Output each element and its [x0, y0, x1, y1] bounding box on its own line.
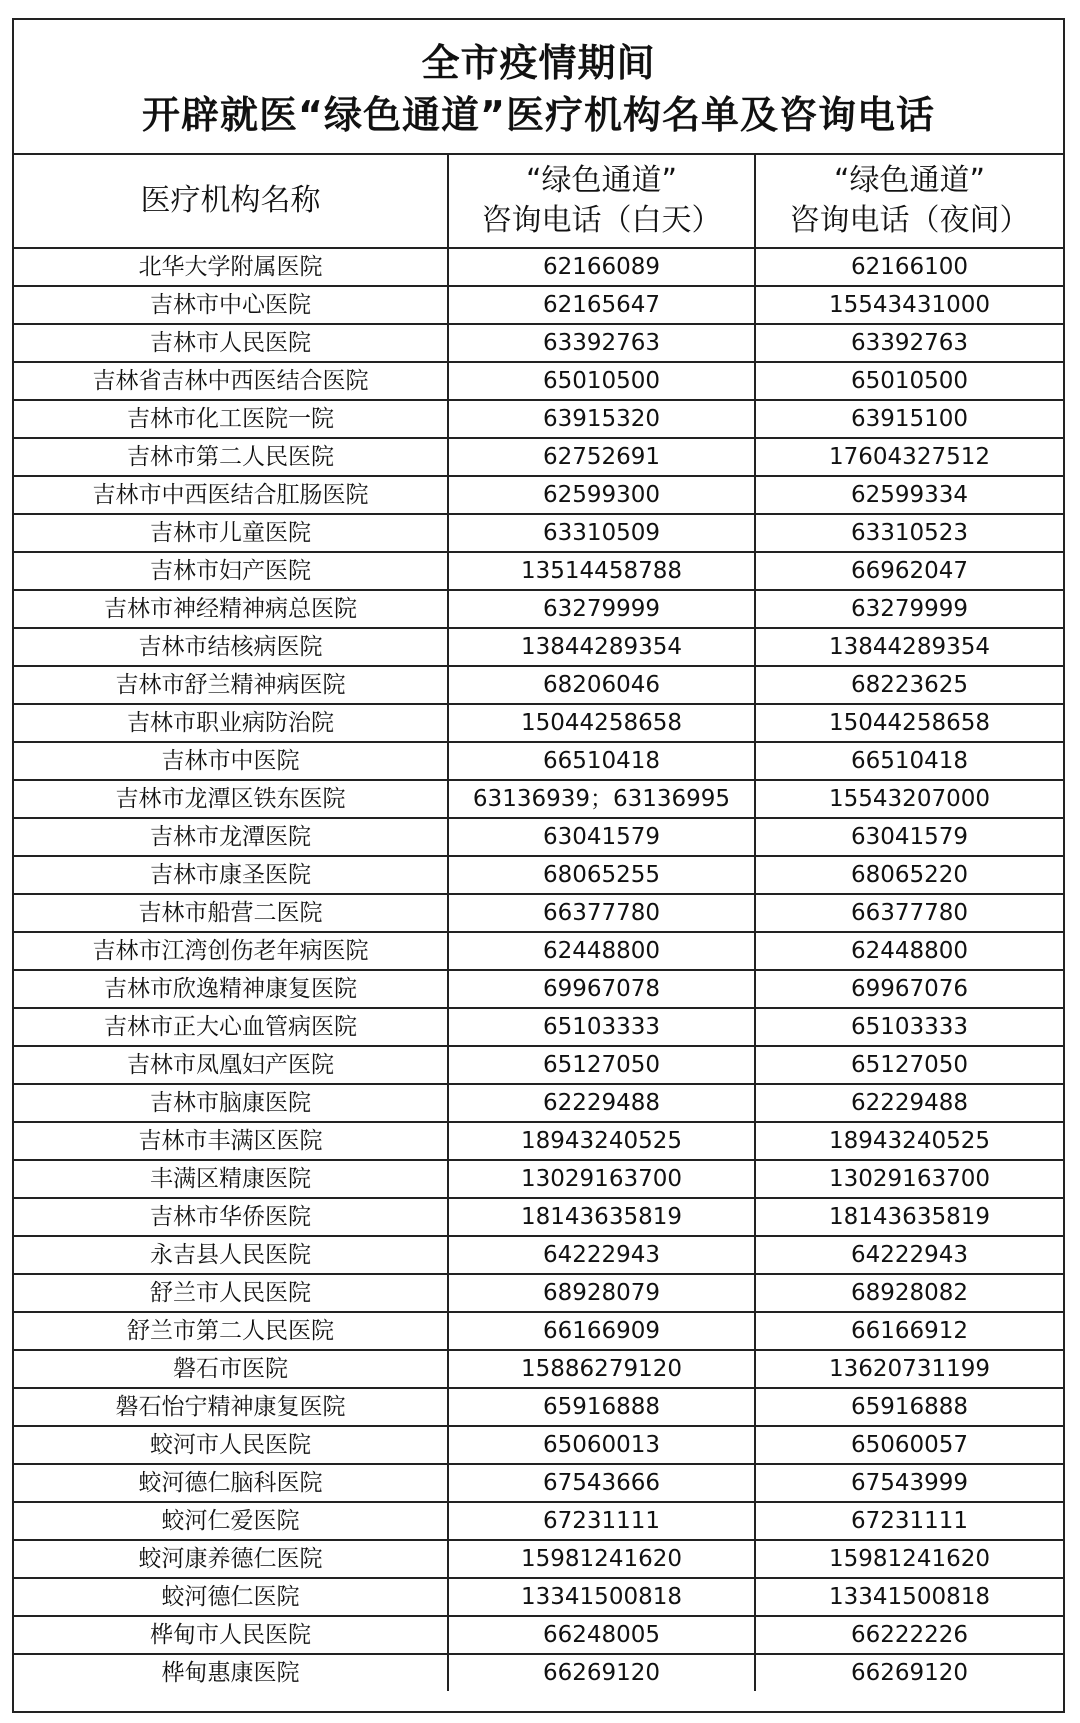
- hospital-name-cell: 吉林市华侨医院: [14, 1198, 448, 1236]
- day-phone-cell: 15886279120: [448, 1350, 755, 1388]
- table-row: [14, 324, 1063, 362]
- hospital-name-cell: 吉林市龙潭医院: [14, 818, 448, 856]
- night-phone-cell: 63310523: [755, 514, 1063, 552]
- table-row: [14, 590, 1063, 628]
- table-row: [14, 248, 1063, 286]
- night-phone-cell: 65010500: [755, 362, 1063, 400]
- table-row: [14, 1122, 1063, 1160]
- day-phone-cell: 65103333: [448, 1008, 755, 1046]
- table-row: [14, 1046, 1063, 1084]
- night-phone-cell: 65127050: [755, 1046, 1063, 1084]
- table-row: [14, 1274, 1063, 1312]
- night-phone-cell: 68065220: [755, 856, 1063, 894]
- day-phone-cell: 18143635819: [448, 1198, 755, 1236]
- night-phone-cell: 13620731199: [755, 1350, 1063, 1388]
- hospital-name-cell: 桦甸惠康医院: [14, 1654, 448, 1691]
- table-row: [14, 1540, 1063, 1578]
- table-row: [14, 1388, 1063, 1426]
- day-phone-cell: 69967078: [448, 970, 755, 1008]
- hospital-name-cell: 吉林市中医院: [14, 742, 448, 780]
- night-phone-cell: 15543207000: [755, 780, 1063, 818]
- table-row: [14, 438, 1063, 476]
- night-phone-cell: 66510418: [755, 742, 1063, 780]
- day-phone-cell: 67231111: [448, 1502, 755, 1540]
- night-phone-cell: 13029163700: [755, 1160, 1063, 1198]
- night-phone-cell: 15981241620: [755, 1540, 1063, 1578]
- hospital-name-cell: 蛟河德仁脑科医院: [14, 1464, 448, 1502]
- day-phone-cell: 62229488: [448, 1084, 755, 1122]
- hospital-name-cell: 吉林市康圣医院: [14, 856, 448, 894]
- hospital-name-cell: 吉林市中心医院: [14, 286, 448, 324]
- night-phone-cell: 65060057: [755, 1426, 1063, 1464]
- day-phone-cell: 62448800: [448, 932, 755, 970]
- table-row: [14, 970, 1063, 1008]
- day-phone-cell: 68206046: [448, 666, 755, 704]
- table-row: [14, 286, 1063, 324]
- hospital-name-cell: 磐石怡宁精神康复医院: [14, 1388, 448, 1426]
- day-phone-cell: 62599300: [448, 476, 755, 514]
- hospital-name-cell: 吉林市龙潭区铁东医院: [14, 780, 448, 818]
- table-row: [14, 1654, 1063, 1691]
- table-row: [14, 780, 1063, 818]
- column-header-name-label: 医疗机构名称: [140, 183, 321, 218]
- table-row: [14, 666, 1063, 704]
- day-phone-cell: 63136939；63136995: [448, 780, 755, 818]
- day-phone-cell: 66166909: [448, 1312, 755, 1350]
- night-phone-cell: 69967076: [755, 970, 1063, 1008]
- night-phone-cell: 68928082: [755, 1274, 1063, 1312]
- hospital-name-cell: 吉林市化工医院一院: [14, 400, 448, 438]
- table-row: [14, 362, 1063, 400]
- day-phone-cell: 62165647: [448, 286, 755, 324]
- night-phone-cell: 65916888: [755, 1388, 1063, 1426]
- table-row: [14, 1236, 1063, 1274]
- day-phone-cell: 68065255: [448, 856, 755, 894]
- table-row: [14, 1464, 1063, 1502]
- day-phone-cell: 65916888: [448, 1388, 755, 1426]
- night-phone-cell: 13844289354: [755, 628, 1063, 666]
- hospital-name-cell: 永吉县人民医院: [14, 1236, 448, 1274]
- column-header-day: [448, 155, 755, 248]
- column-header-night-line1: “绿色通道”: [833, 163, 986, 198]
- day-phone-cell: 67543666: [448, 1464, 755, 1502]
- night-phone-cell: 65103333: [755, 1008, 1063, 1046]
- table-row: [14, 742, 1063, 780]
- day-phone-cell: 13844289354: [448, 628, 755, 666]
- day-phone-cell: 66248005: [448, 1616, 755, 1654]
- night-phone-cell: 15543431000: [755, 286, 1063, 324]
- day-phone-cell: 64222943: [448, 1236, 755, 1274]
- day-phone-cell: 63310509: [448, 514, 755, 552]
- column-header-night: [755, 155, 1063, 248]
- day-phone-cell: 63041579: [448, 818, 755, 856]
- table-row: [14, 1578, 1063, 1616]
- night-phone-cell: 62448800: [755, 932, 1063, 970]
- night-phone-cell: 17604327512: [755, 438, 1063, 476]
- day-phone-cell: 63279999: [448, 590, 755, 628]
- night-phone-cell: 15044258658: [755, 704, 1063, 742]
- hospital-name-cell: 吉林市凤凰妇产医院: [14, 1046, 448, 1084]
- table-row: [14, 818, 1063, 856]
- night-phone-cell: 67231111: [755, 1502, 1063, 1540]
- hospital-name-cell: 吉林市舒兰精神病医院: [14, 666, 448, 704]
- night-phone-cell: 18943240525: [755, 1122, 1063, 1160]
- night-phone-cell: 66269120: [755, 1654, 1063, 1691]
- day-phone-cell: 18943240525: [448, 1122, 755, 1160]
- hospital-name-cell: 吉林市职业病防治院: [14, 704, 448, 742]
- document-sheet: [12, 18, 1065, 1713]
- night-phone-cell: 67543999: [755, 1464, 1063, 1502]
- hospital-name-cell: 吉林市丰满区医院: [14, 1122, 448, 1160]
- day-phone-cell: 65060013: [448, 1426, 755, 1464]
- hospital-name-cell: 吉林省吉林中西医结合医院: [14, 362, 448, 400]
- hospital-name-cell: 丰满区精康医院: [14, 1160, 448, 1198]
- table-row: [14, 628, 1063, 666]
- night-phone-cell: 66222226: [755, 1616, 1063, 1654]
- hospital-name-cell: 吉林市人民医院: [14, 324, 448, 362]
- hospital-name-cell: 吉林市欣逸精神康复医院: [14, 970, 448, 1008]
- table-row: [14, 1312, 1063, 1350]
- night-phone-cell: 66377780: [755, 894, 1063, 932]
- table-row: [14, 1616, 1063, 1654]
- hospital-name-cell: 蛟河德仁医院: [14, 1578, 448, 1616]
- title-block: [14, 20, 1063, 155]
- column-header-day-line2: 咨询电话（白天）: [481, 203, 722, 238]
- title-line-2: 开辟就医“绿色通道”医疗机构名单及咨询电话: [142, 93, 935, 137]
- hospital-name-cell: 吉林市结核病医院: [14, 628, 448, 666]
- hospital-name-cell: 桦甸市人民医院: [14, 1616, 448, 1654]
- hospital-name-cell: 吉林市儿童医院: [14, 514, 448, 552]
- hospital-name-cell: 蛟河市人民医院: [14, 1426, 448, 1464]
- table-row: [14, 1084, 1063, 1122]
- day-phone-cell: 15044258658: [448, 704, 755, 742]
- table-row: [14, 894, 1063, 932]
- hospital-table: [14, 155, 1063, 1691]
- night-phone-cell: 68223625: [755, 666, 1063, 704]
- day-phone-cell: 63915320: [448, 400, 755, 438]
- day-phone-cell: 62752691: [448, 438, 755, 476]
- hospital-name-cell: 蛟河仁爱医院: [14, 1502, 448, 1540]
- day-phone-cell: 63392763: [448, 324, 755, 362]
- night-phone-cell: 62229488: [755, 1084, 1063, 1122]
- night-phone-cell: 63041579: [755, 818, 1063, 856]
- night-phone-cell: 66962047: [755, 552, 1063, 590]
- hospital-name-cell: 吉林市正大心血管病医院: [14, 1008, 448, 1046]
- hospital-name-cell: 蛟河康养德仁医院: [14, 1540, 448, 1578]
- night-phone-cell: 63279999: [755, 590, 1063, 628]
- table-row: [14, 1008, 1063, 1046]
- table-row: [14, 514, 1063, 552]
- table-row: [14, 1502, 1063, 1540]
- hospital-name-cell: 舒兰市人民医院: [14, 1274, 448, 1312]
- day-phone-cell: 15981241620: [448, 1540, 755, 1578]
- day-phone-cell: 65127050: [448, 1046, 755, 1084]
- hospital-name-cell: 舒兰市第二人民医院: [14, 1312, 448, 1350]
- day-phone-cell: 13029163700: [448, 1160, 755, 1198]
- day-phone-cell: 66269120: [448, 1654, 755, 1691]
- hospital-name-cell: 吉林市妇产医院: [14, 552, 448, 590]
- night-phone-cell: 64222943: [755, 1236, 1063, 1274]
- day-phone-cell: 68928079: [448, 1274, 755, 1312]
- table-row: [14, 1198, 1063, 1236]
- table-row: [14, 704, 1063, 742]
- hospital-name-cell: 吉林市船营二医院: [14, 894, 448, 932]
- night-phone-cell: 18143635819: [755, 1198, 1063, 1236]
- day-phone-cell: 13514458788: [448, 552, 755, 590]
- table-header-row: [14, 155, 1063, 248]
- hospital-name-cell: 吉林市第二人民医院: [14, 438, 448, 476]
- day-phone-cell: 66377780: [448, 894, 755, 932]
- day-phone-cell: 62166089: [448, 248, 755, 286]
- night-phone-cell: 62166100: [755, 248, 1063, 286]
- night-phone-cell: 66166912: [755, 1312, 1063, 1350]
- column-header-name: [14, 155, 448, 248]
- hospital-name-cell: 北华大学附属医院: [14, 248, 448, 286]
- hospital-name-cell: 吉林市江湾创伤老年病医院: [14, 932, 448, 970]
- column-header-day-line1: “绿色通道”: [525, 163, 678, 198]
- day-phone-cell: 65010500: [448, 362, 755, 400]
- day-phone-cell: 66510418: [448, 742, 755, 780]
- column-header-night-line2: 咨询电话（夜间）: [789, 203, 1030, 238]
- hospital-name-cell: 吉林市脑康医院: [14, 1084, 448, 1122]
- table-row: [14, 476, 1063, 514]
- table-row: [14, 1160, 1063, 1198]
- table-row: [14, 1350, 1063, 1388]
- title-line-1: 全市疫情期间: [421, 41, 656, 85]
- table-row: [14, 552, 1063, 590]
- table-row: [14, 1426, 1063, 1464]
- table-row: [14, 856, 1063, 894]
- night-phone-cell: 62599334: [755, 476, 1063, 514]
- night-phone-cell: 63915100: [755, 400, 1063, 438]
- night-phone-cell: 13341500818: [755, 1578, 1063, 1616]
- table-body: [14, 248, 1063, 1691]
- day-phone-cell: 13341500818: [448, 1578, 755, 1616]
- hospital-name-cell: 吉林市神经精神病总医院: [14, 590, 448, 628]
- hospital-name-cell: 吉林市中西医结合肛肠医院: [14, 476, 448, 514]
- table-row: [14, 932, 1063, 970]
- night-phone-cell: 63392763: [755, 324, 1063, 362]
- table-row: [14, 400, 1063, 438]
- hospital-name-cell: 磐石市医院: [14, 1350, 448, 1388]
